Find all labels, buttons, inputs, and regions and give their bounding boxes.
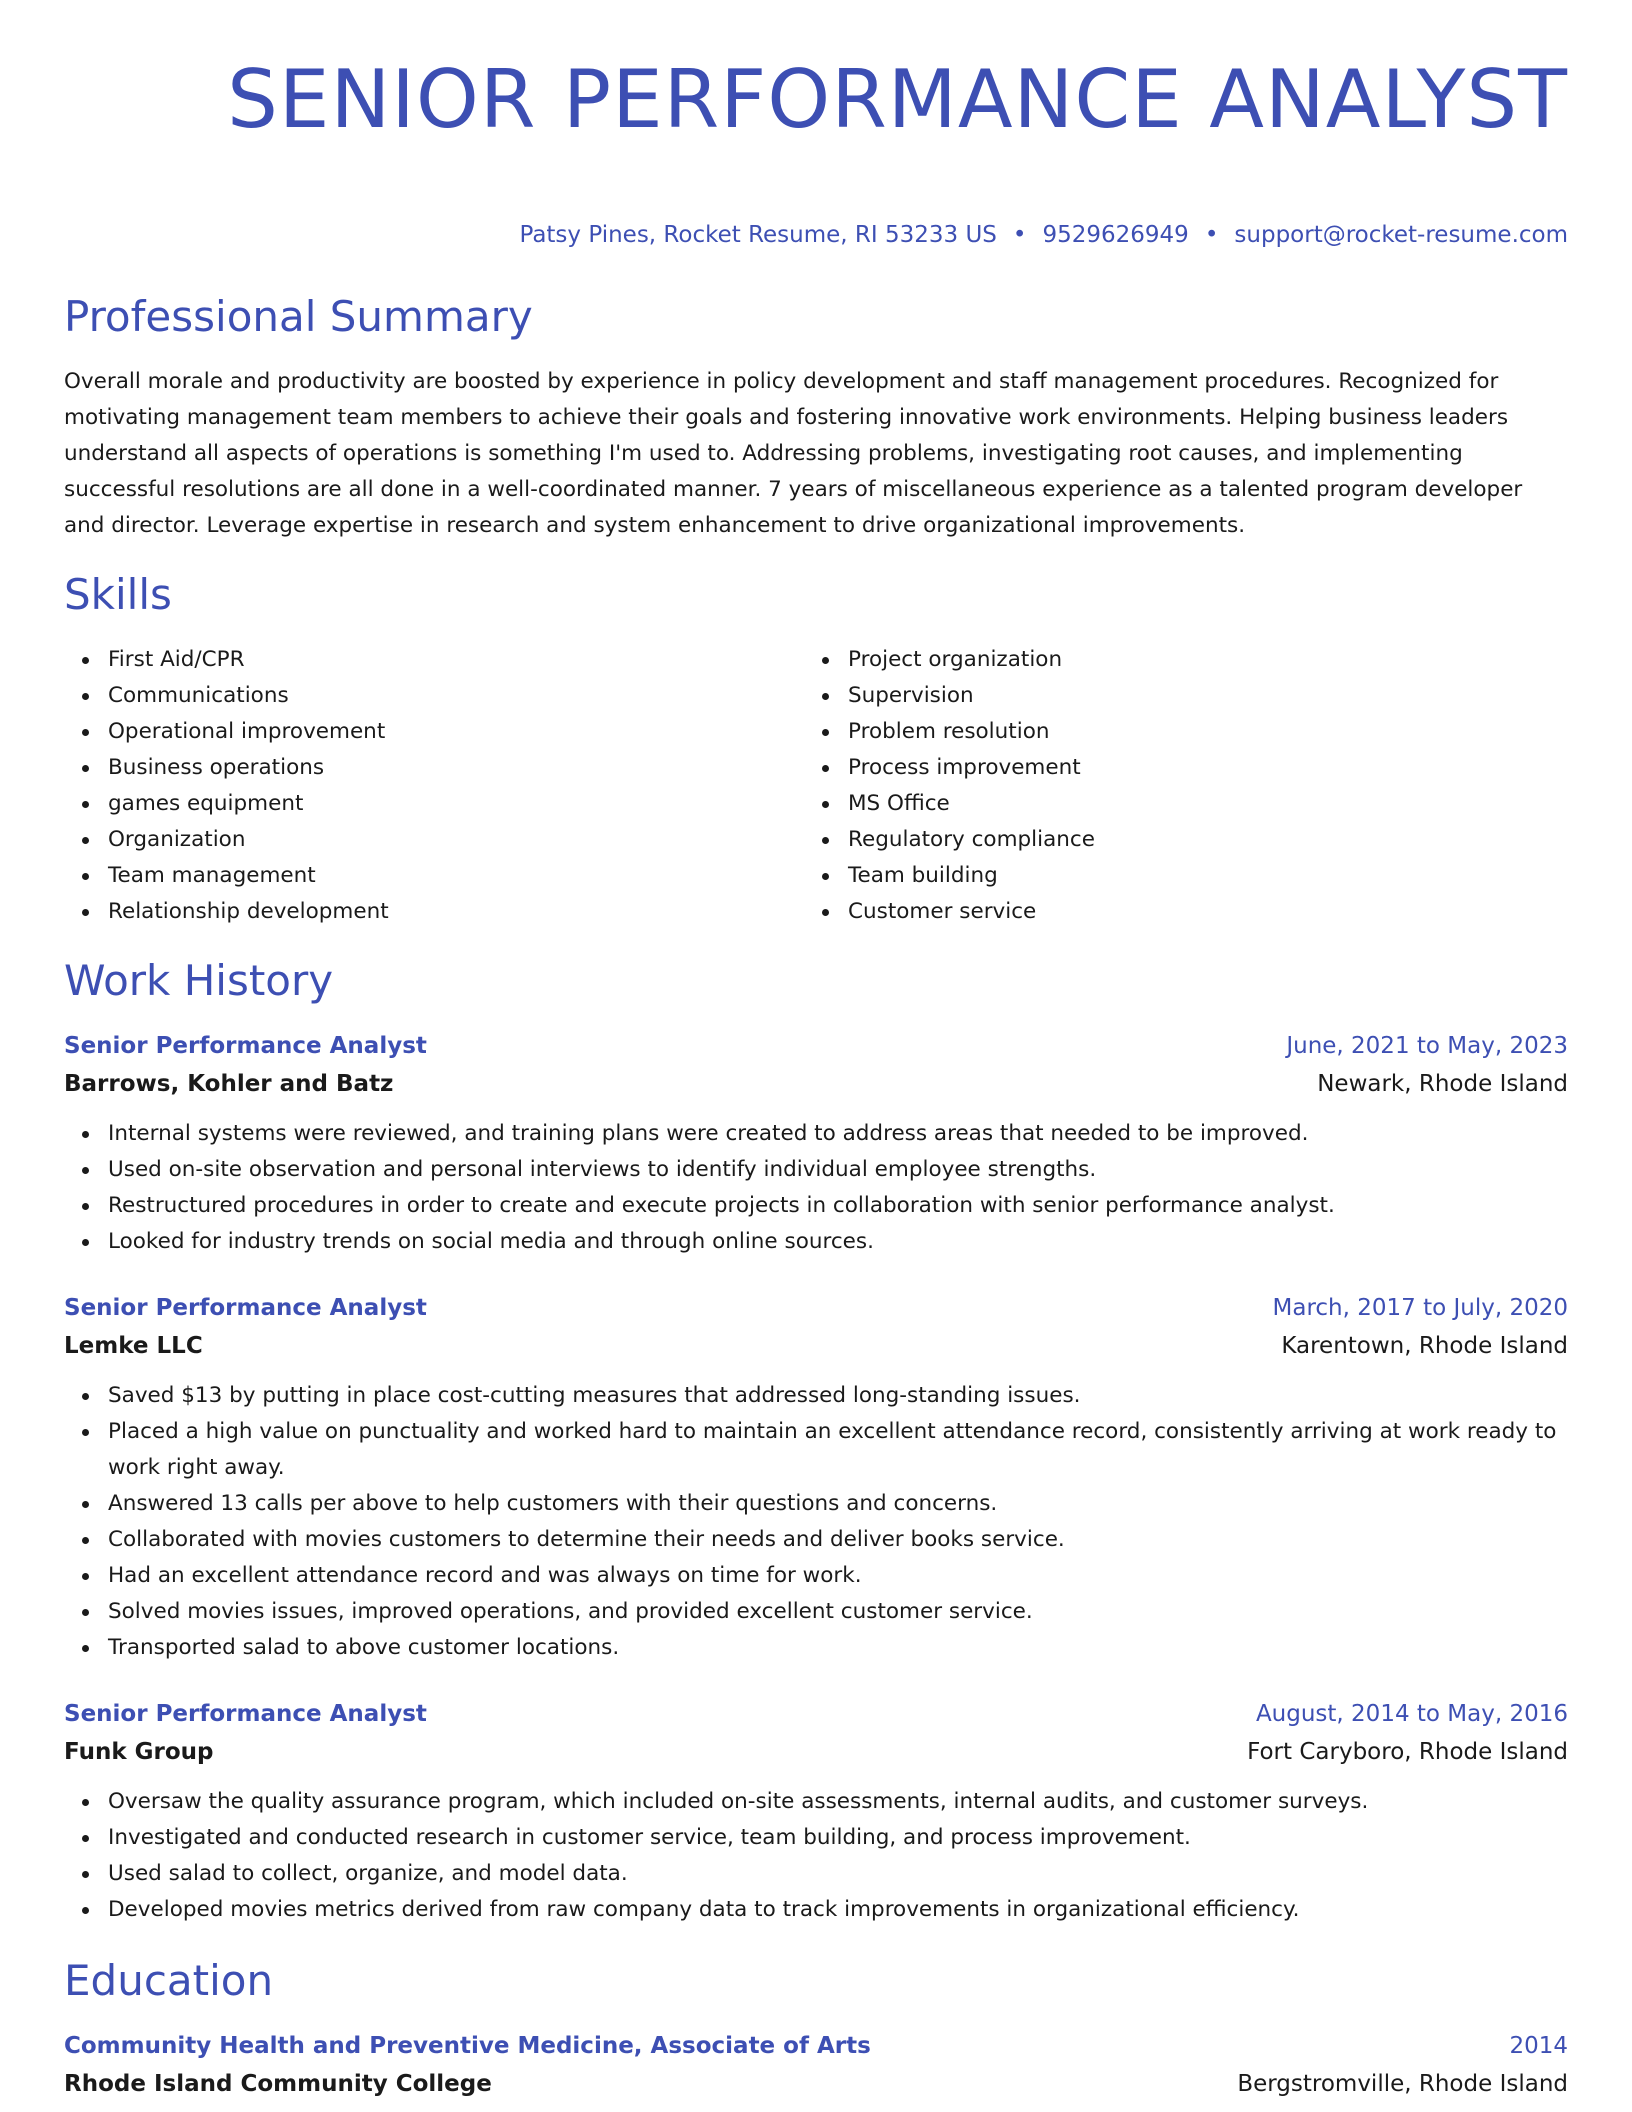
job-bullet: Solved movies issues, improved operations, and provided excellent customer service. [64, 1594, 1568, 1630]
job-bullet: Investigated and conducted research in customer service, team building, and process improvement. [64, 1820, 1568, 1856]
skill-item: Regulatory compliance [804, 822, 1544, 858]
education-school: Rhode Island Community College [64, 2071, 492, 2097]
job-company: Barrows, Kohler and Batz [64, 1071, 394, 1097]
job-bullet: Saved $13 by putting in place cost-cutting measures that addressed long-standing issues. [64, 1378, 1568, 1414]
job-dates: March, 2017 to July, 2020 [1272, 1295, 1568, 1321]
job-header-row [64, 1696, 1568, 1732]
job-company: Lemke LLC [64, 1333, 203, 1359]
contact-line [64, 220, 1568, 250]
job-bullet: Answered 13 calls per above to help customers with their questions and concerns. [64, 1486, 1568, 1522]
skill-item: Team building [804, 858, 1544, 894]
skill-item: First Aid/CPR [64, 642, 804, 678]
skills-list-right [804, 642, 1544, 930]
job-entry [64, 1290, 1568, 1666]
summary-heading: Professional Summary [64, 292, 533, 341]
job-entry [64, 1696, 1568, 1928]
resume-header [64, 52, 1568, 250]
job-header-row [64, 1290, 1568, 1326]
page-title: SENIOR PERFORMANCE ANALYST [227, 53, 1568, 146]
job-location: Newark, Rhode Island [1317, 1071, 1568, 1097]
skill-item: MS Office [804, 786, 1544, 822]
job-bullet: Collaborated with movies customers to determine their needs and deliver books service. [64, 1522, 1568, 1558]
job-role: Senior Performance Analyst [64, 1033, 427, 1059]
job-company-row [64, 1326, 1568, 1366]
job-role: Senior Performance Analyst [64, 1701, 427, 1727]
skill-item: Business operations [64, 750, 804, 786]
skill-item: Project organization [804, 642, 1544, 678]
skill-item: Relationship development [64, 894, 804, 930]
skill-item: Supervision [804, 678, 1544, 714]
job-location: Karentown, Rhode Island [1281, 1333, 1568, 1359]
skill-item: Organization [64, 822, 804, 858]
contact-address: Patsy Pines, Rocket Resume, RI 53233 US [519, 222, 997, 248]
summary-text: Overall morale and productivity are boosted by experience in policy development and staff management procedures. Recognized for motivating management team members to achieve their goals and fostering innovative work environments. Helping business leaders understand all aspects of operations is something I'm used to. Addressing problems, investigating root causes, and implementing successful resolutions are all done in a well-coordinated manner. 7 years of miscellaneous experience as a talented program developer and director. Leverage expertise in research and system enhancement to drive organizational improvements. [64, 369, 1523, 538]
skill-item: Operational improvement [64, 714, 804, 750]
contact-phone: 9529626949 [1042, 222, 1189, 248]
skills-list-left [64, 642, 804, 930]
skills-heading: Skills [64, 570, 172, 619]
job-company: Funk Group [64, 1739, 214, 1765]
job-bullet: Developed movies metrics derived from raw company data to track improvements in organizational efficiency. [64, 1892, 1568, 1928]
separator-dot: • [1012, 222, 1027, 248]
job-bullets [64, 1784, 1568, 1928]
job-location: Fort Caryboro, Rhode Island [1247, 1739, 1568, 1765]
separator-dot: • [1204, 222, 1219, 248]
job-bullet: Used on-site observation and personal interviews to identify individual employee strengths. [64, 1152, 1568, 1188]
job-role: Senior Performance Analyst [64, 1295, 427, 1321]
education-location: Bergstromville, Rhode Island [1237, 2071, 1568, 2097]
contact-email: support@rocket-resume.com [1234, 222, 1568, 248]
skills-columns [64, 642, 1568, 930]
job-bullet: Looked for industry trends on social media and through online sources. [64, 1224, 1568, 1260]
job-bullet: Internal systems were reviewed, and training plans were created to address areas that needed to be improved. [64, 1116, 1568, 1152]
job-dates: June, 2021 to May, 2023 [1286, 1033, 1568, 1059]
education-degree: Community Health and Preventive Medicine, Associate of Arts [64, 2033, 871, 2059]
skill-item: Process improvement [804, 750, 1544, 786]
job-bullet: Used salad to collect, organize, and model data. [64, 1856, 1568, 1892]
job-bullet: Transported salad to above customer locations. [64, 1630, 1568, 1666]
job-dates: August, 2014 to May, 2016 [1255, 1701, 1568, 1727]
summary-section [64, 292, 1568, 544]
education-header-row [64, 2028, 1568, 2064]
education-section [64, 1956, 1568, 2104]
job-bullet: Oversaw the quality assurance program, which included on-site assessments, internal audits, and customer surveys. [64, 1784, 1568, 1820]
job-bullets [64, 1116, 1568, 1260]
job-bullets [64, 1378, 1568, 1666]
job-company-row [64, 1732, 1568, 1772]
job-bullet: Had an excellent attendance record and was always on time for work. [64, 1558, 1568, 1594]
work-history-section [64, 956, 1568, 1928]
skill-item: Problem resolution [804, 714, 1544, 750]
skill-item: Communications [64, 678, 804, 714]
education-entry [64, 2028, 1568, 2104]
skill-item: Customer service [804, 894, 1544, 930]
job-bullet: Restructured procedures in order to create and execute projects in collaboration with senior performance analyst. [64, 1188, 1568, 1224]
skill-item: Team management [64, 858, 804, 894]
job-header-row [64, 1028, 1568, 1064]
education-year: 2014 [1509, 2033, 1568, 2059]
work-history-heading: Work History [64, 956, 334, 1005]
job-bullet: Placed a high value on punctuality and worked hard to maintain an excellent attendance record, consistently arriving at work ready to work right away. [64, 1414, 1568, 1486]
skills-section [64, 570, 1568, 930]
job-entry [64, 1028, 1568, 1260]
skill-item: games equipment [64, 786, 804, 822]
education-school-row [64, 2064, 1568, 2104]
job-company-row [64, 1064, 1568, 1104]
education-heading: Education [64, 1956, 274, 2005]
